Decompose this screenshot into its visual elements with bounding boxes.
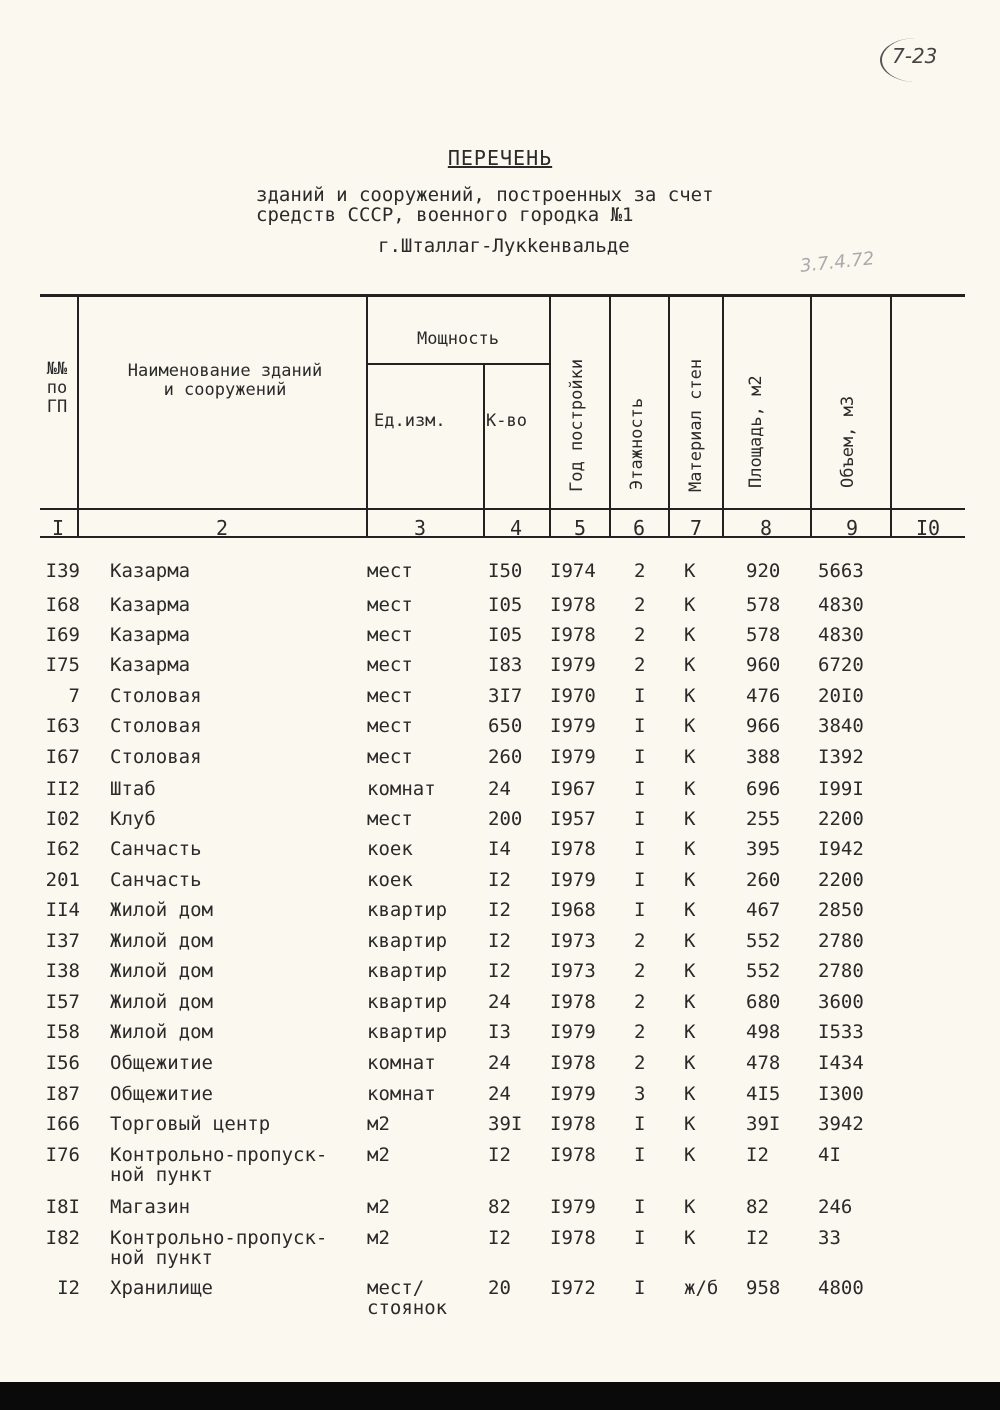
column-number: I [51, 516, 65, 540]
cell-name: Казарма [110, 654, 191, 676]
cell-qty: 260 [488, 746, 523, 768]
cell-floors: 2 [634, 960, 646, 982]
cell-floors: I [634, 1227, 646, 1249]
cell-num: I75 [45, 654, 80, 676]
cell-year: I979 [550, 1021, 596, 1043]
cell-floors: I [634, 685, 646, 707]
cell-volume: I434 [818, 1052, 864, 1074]
cell-floors: 3 [634, 1083, 646, 1105]
cell-unit: квартир [367, 1021, 448, 1043]
cell-num: I67 [45, 746, 80, 768]
cell-area: 680 [746, 991, 781, 1013]
capacity-divider-line [366, 363, 549, 365]
cell-qty: I4 [488, 838, 511, 860]
cell-qty: I50 [488, 560, 523, 582]
cell-unit: коек [367, 838, 413, 860]
column-number: 2 [215, 516, 229, 540]
cell-volume: I392 [818, 746, 864, 768]
cell-qty: 24 [488, 1052, 511, 1074]
cell-year: I979 [550, 715, 596, 737]
cell-name: Общежитие [110, 1052, 213, 1074]
header-name: Наименование зданий и сооружений [127, 361, 323, 400]
column-line [722, 294, 724, 538]
cell-material: К [684, 1196, 696, 1218]
cell-qty: 24 [488, 991, 511, 1013]
cell-year: I978 [550, 838, 596, 860]
cell-name: Жилой дом [110, 960, 213, 982]
cell-num: I58 [45, 1021, 80, 1043]
cell-qty: 200 [488, 808, 523, 830]
cell-unit: мест [367, 654, 413, 676]
cell-floors: 2 [634, 624, 646, 646]
cell-num: I87 [45, 1083, 80, 1105]
cell-area: 552 [746, 960, 781, 982]
cell-volume: I300 [818, 1083, 864, 1105]
cell-unit: мест [367, 594, 413, 616]
column-number: 6 [632, 516, 646, 540]
cell-material: К [684, 1021, 696, 1043]
cell-name: Торговый центр [110, 1113, 271, 1135]
cell-qty: I2 [488, 930, 511, 952]
cell-num: I02 [45, 808, 80, 830]
cell-qty: I2 [488, 899, 511, 921]
cell-volume: 5663 [818, 560, 864, 582]
cell-area: 4I5 [746, 1083, 781, 1105]
cell-volume: 2780 [818, 960, 864, 982]
cell-area: 958 [746, 1277, 781, 1299]
cell-volume: 4800 [818, 1277, 864, 1299]
cell-material: К [684, 1083, 696, 1105]
cell-year: I978 [550, 991, 596, 1013]
cell-volume: 246 [818, 1196, 853, 1218]
cell-floors: I [634, 838, 646, 860]
cell-volume: 4830 [818, 594, 864, 616]
cell-volume: I99I [818, 778, 864, 800]
cell-year: I979 [550, 1083, 596, 1105]
cell-num: 7 [68, 685, 80, 707]
cell-num: I62 [45, 838, 80, 860]
column-number: 3 [413, 516, 427, 540]
cell-area: 39I [746, 1113, 781, 1135]
header-top-line [40, 294, 965, 297]
cell-floors: I [634, 1277, 646, 1299]
column-line [609, 294, 611, 538]
column-line [77, 294, 79, 538]
cell-volume: 2200 [818, 808, 864, 830]
cell-area: 478 [746, 1052, 781, 1074]
cell-floors: 2 [634, 654, 646, 676]
cell-floors: 2 [634, 594, 646, 616]
cell-volume: 3942 [818, 1113, 864, 1135]
cell-name: Магазин [110, 1196, 191, 1218]
cell-num: II4 [45, 899, 80, 921]
cell-area: 552 [746, 930, 781, 952]
column-line [668, 294, 670, 538]
cell-area: 260 [746, 869, 781, 891]
cell-num: I39 [45, 560, 80, 582]
header-floors: Этажность [627, 397, 647, 490]
cell-floors: I [634, 715, 646, 737]
cell-floors: 2 [634, 1052, 646, 1074]
column-line [810, 294, 812, 538]
cell-material: К [684, 899, 696, 921]
cell-qty: I2 [488, 1144, 511, 1166]
cell-name: Столовая [110, 685, 202, 707]
cell-area: 467 [746, 899, 781, 921]
cell-floors: I [634, 1196, 646, 1218]
cell-area: 960 [746, 654, 781, 676]
cell-material: К [684, 715, 696, 737]
archive-number: 7-23 [892, 44, 938, 68]
cell-unit: комнат [367, 1052, 436, 1074]
cell-year: I979 [550, 746, 596, 768]
cell-floors: I [634, 1113, 646, 1135]
cell-year: I978 [550, 1144, 596, 1166]
cell-area: I2 [746, 1227, 769, 1249]
cell-area: 82 [746, 1196, 769, 1218]
cell-name: Санчасть [110, 869, 202, 891]
cell-material: К [684, 1113, 696, 1135]
cell-qty: I05 [488, 594, 523, 616]
cell-material: К [684, 930, 696, 952]
cell-num: I66 [45, 1113, 80, 1135]
cell-unit: комнат [367, 778, 436, 800]
cell-floors: I [634, 869, 646, 891]
cell-material: К [684, 869, 696, 891]
cell-num: I82 [45, 1227, 80, 1249]
cell-area: 578 [746, 624, 781, 646]
cell-name: Казарма [110, 624, 191, 646]
cell-area: 395 [746, 838, 781, 860]
cell-year: I967 [550, 778, 596, 800]
cell-name: Столовая [110, 746, 202, 768]
header-year: Год постройки [567, 358, 587, 492]
header-qty: К-во [486, 411, 527, 431]
header-bottom-line [40, 508, 965, 510]
cell-year: I970 [550, 685, 596, 707]
cell-name: Жилой дом [110, 1021, 213, 1043]
column-line [549, 294, 551, 538]
cell-material: К [684, 685, 696, 707]
cell-volume: 4830 [818, 624, 864, 646]
cell-unit: мест [367, 746, 413, 768]
cell-unit: комнат [367, 1083, 436, 1105]
cell-floors: 2 [634, 991, 646, 1013]
cell-year: I972 [550, 1277, 596, 1299]
cell-unit: мест [367, 808, 413, 830]
cell-material: К [684, 778, 696, 800]
cell-material: К [684, 991, 696, 1013]
cell-material: К [684, 960, 696, 982]
cell-num: I56 [45, 1052, 80, 1074]
cell-year: I979 [550, 654, 596, 676]
cell-material: К [684, 560, 696, 582]
cell-floors: 2 [634, 560, 646, 582]
cell-name: Клуб [110, 808, 156, 830]
cell-unit: квартир [367, 991, 448, 1013]
cell-floors: I [634, 778, 646, 800]
cell-unit: коек [367, 869, 413, 891]
cell-floors: 2 [634, 1021, 646, 1043]
cell-qty: I2 [488, 960, 511, 982]
cell-year: I973 [550, 960, 596, 982]
cell-name: Санчасть [110, 838, 202, 860]
cell-num: I38 [45, 960, 80, 982]
cell-qty: 39I [488, 1113, 523, 1135]
pencil-date-note: 3.7.4.72 [799, 248, 876, 277]
column-line [890, 294, 892, 538]
cell-qty: 24 [488, 1083, 511, 1105]
cell-unit: м2 [367, 1227, 390, 1249]
cell-qty: 82 [488, 1196, 511, 1218]
cell-name: Хранилище [110, 1277, 213, 1299]
cell-year: I957 [550, 808, 596, 830]
cell-unit: мест/ стоянок [367, 1277, 448, 1319]
cell-volume: 6720 [818, 654, 864, 676]
cell-floors: 2 [634, 930, 646, 952]
cell-area: 966 [746, 715, 781, 737]
cell-material: К [684, 1052, 696, 1074]
cell-year: I968 [550, 899, 596, 921]
cell-year: I978 [550, 1227, 596, 1249]
cell-year: I979 [550, 1196, 596, 1218]
cell-volume: 33 [818, 1227, 841, 1249]
cell-floors: I [634, 808, 646, 830]
cell-num: I57 [45, 991, 80, 1013]
cell-name: Жилой дом [110, 991, 213, 1013]
header-area: Площадь, м2 [746, 375, 766, 488]
cell-area: 920 [746, 560, 781, 582]
cell-num: I8I [45, 1196, 80, 1218]
column-number: 5 [573, 516, 587, 540]
cell-name: Жилой дом [110, 899, 213, 921]
cell-volume: 3600 [818, 991, 864, 1013]
cell-volume: 4I [818, 1144, 841, 1166]
cell-material: К [684, 838, 696, 860]
cell-volume: 2200 [818, 869, 864, 891]
cell-name: Общежитие [110, 1083, 213, 1105]
cell-unit: мест [367, 715, 413, 737]
cell-qty: 24 [488, 778, 511, 800]
column-number: 8 [759, 516, 773, 540]
header-num: №№ по ГП [46, 359, 68, 417]
cell-volume: 2850 [818, 899, 864, 921]
cell-unit: квартир [367, 960, 448, 982]
cell-volume: 2780 [818, 930, 864, 952]
cell-material: К [684, 594, 696, 616]
header-unit: Ед.изм. [374, 411, 446, 431]
cell-year: I979 [550, 869, 596, 891]
cell-year: I973 [550, 930, 596, 952]
cell-num: I68 [45, 594, 80, 616]
cell-unit: м2 [367, 1196, 390, 1218]
cell-name: Контрольно-пропуск- ной пункт [110, 1227, 328, 1269]
cell-year: I978 [550, 1113, 596, 1135]
column-number: 4 [509, 516, 523, 540]
cell-material: ж/б [684, 1277, 719, 1299]
column-number: 7 [689, 516, 703, 540]
cell-material: К [684, 654, 696, 676]
document-title: ПЕРЕЧЕНЬ [447, 146, 553, 170]
cell-name: Казарма [110, 594, 191, 616]
cell-num: I37 [45, 930, 80, 952]
cell-unit: м2 [367, 1113, 390, 1135]
cell-num: I76 [45, 1144, 80, 1166]
header-volume: Объем, м3 [838, 395, 858, 488]
cell-year: I978 [550, 1052, 596, 1074]
cell-qty: I2 [488, 869, 511, 891]
cell-unit: м2 [367, 1144, 390, 1166]
cell-area: 388 [746, 746, 781, 768]
cell-year: I978 [550, 594, 596, 616]
cell-name: Контрольно-пропуск- ной пункт [110, 1144, 328, 1186]
cell-area: 498 [746, 1021, 781, 1043]
cell-num: I69 [45, 624, 80, 646]
cell-unit: мест [367, 560, 413, 582]
header-capacity: Мощность [417, 329, 499, 349]
cell-qty: 3I7 [488, 685, 523, 707]
cell-material: К [684, 1144, 696, 1166]
cell-qty: 20 [488, 1277, 511, 1299]
column-number: 9 [845, 516, 859, 540]
cell-name: Казарма [110, 560, 191, 582]
cell-qty: I2 [488, 1227, 511, 1249]
cell-material: К [684, 1227, 696, 1249]
subtitle-line: г.Шталлаг-Лукkенвальде [378, 235, 630, 257]
subtitle-line: зданий и сооружений, построенных за счет [256, 184, 714, 206]
cell-area: I2 [746, 1144, 769, 1166]
cell-area: 255 [746, 808, 781, 830]
cell-num: I63 [45, 715, 80, 737]
cell-area: 476 [746, 685, 781, 707]
header-material: Материал стен [686, 358, 706, 492]
cell-num: II2 [45, 778, 80, 800]
cell-num: 201 [45, 869, 80, 891]
cell-volume: 20I0 [818, 685, 864, 707]
column-number: I0 [915, 516, 941, 540]
cell-area: 578 [746, 594, 781, 616]
cell-name: Жилой дом [110, 930, 213, 952]
cell-material: К [684, 624, 696, 646]
cell-qty: 650 [488, 715, 523, 737]
cell-area: 696 [746, 778, 781, 800]
cell-floors: I [634, 899, 646, 921]
cell-unit: мест [367, 685, 413, 707]
cell-name: Штаб [110, 778, 156, 800]
cell-qty: I3 [488, 1021, 511, 1043]
subtitle-line: средств СССР, военного городка №1 [256, 204, 634, 226]
cell-volume: I942 [818, 838, 864, 860]
cell-name: Столовая [110, 715, 202, 737]
scan-bottom-border [0, 1382, 1000, 1410]
cell-floors: I [634, 1144, 646, 1166]
cell-year: I978 [550, 624, 596, 646]
cell-material: К [684, 746, 696, 768]
cell-volume: 3840 [818, 715, 864, 737]
cell-qty: I05 [488, 624, 523, 646]
cell-num: I2 [57, 1277, 80, 1299]
cell-year: I974 [550, 560, 596, 582]
cell-unit: квартир [367, 930, 448, 952]
cell-volume: I533 [818, 1021, 864, 1043]
cell-material: К [684, 808, 696, 830]
column-line [483, 363, 485, 538]
cell-qty: I83 [488, 654, 523, 676]
cell-unit: мест [367, 624, 413, 646]
cell-unit: квартир [367, 899, 448, 921]
cell-floors: I [634, 746, 646, 768]
